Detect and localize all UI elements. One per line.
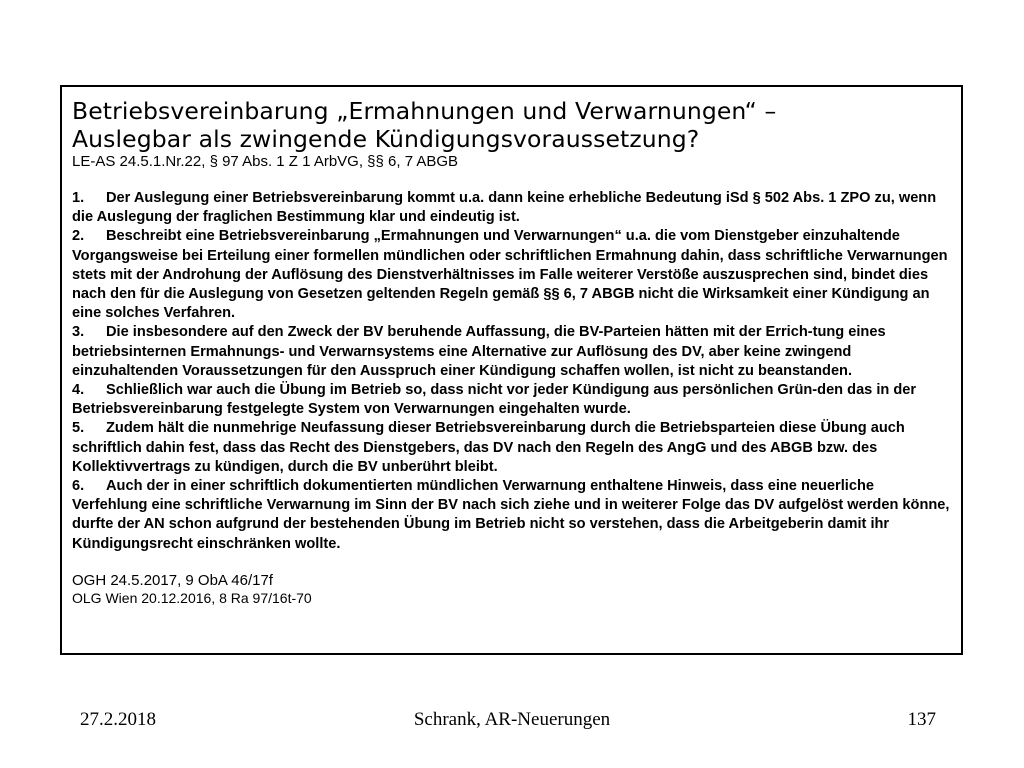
ruling-text: Zudem hält die nunmehrige Neufassung dieser Betriebsvereinbarung durch die Betriebsparteien diese Übung auch schriftlich dahin fest, dass das Recht des Dienstgebers, das DV nach den Regeln des AngG und des ABGB bzw. des Kollektivvertrags zu kündigen, durch die BV unberührt bleibt. — [72, 420, 905, 475]
citation-ogh: OGH 24.5.2017, 9 ObA 46/17f — [72, 571, 273, 589]
ruling-text: Beschreibt eine Betriebsvereinbarung „Ermahnungen und Verwarnungen“ u.a. die vom Dienstgeber einzuhaltende Vorgangsweise bei Erteilung einer formellen mündlichen oder schriftlichen Ermahnung dahin, dass schriftliche Verwarnungen stets mit der Androhung der Auflösung des Dienstverhältnisses im Falle weiterer Verstöße auszusprechen sind, bindet dies nach den für die Auslegung von Gesetzen geltenden Regeln gemäß §§ 6, 7 ABGB nicht die Wirksamkeit einer Kündigung an eine solches Verfahren. — [72, 228, 948, 322]
ruling-text: Die insbesondere auf den Zweck der BV beruhende Auffassung, die BV-Parteien hätten mit der Errich-tung eines betriebsinternen Ermahnungs- und Verwarnsystems eine Alternative zur Auflösung des DV, aber keine zwingend einzuhaltenden Voraussetzungen für den Ausspruch einer Kündigung schaffen wollen, ist nicht zu beanstanden. — [72, 324, 886, 379]
ruling-item-6 — [72, 477, 951, 554]
ruling-item-4 — [72, 381, 951, 419]
ruling-number: 4. — [72, 382, 85, 399]
ruling-item-2 — [72, 227, 951, 323]
ruling-list — [72, 189, 951, 554]
slide-title-line-2: Auslegbar als zwingende Kündigungsvoraussetzung? — [72, 125, 700, 153]
footer-author: Schrank, AR-Neuerungen — [413, 709, 611, 730]
slide-title-line-1: Betriebsvereinbarung „Ermahnungen und Verwarnungen“ – — [72, 97, 777, 125]
spacer — [72, 171, 951, 189]
footer-page-number: 137 — [907, 709, 936, 730]
ruling-number: 6. — [72, 478, 85, 495]
ruling-text: Schließlich war auch die Übung im Betrieb so, dass nicht vor jeder Kündigung aus persönlichen Grün-den das in der Betriebsvereinbarung festgelegte System von Verwarnungen eingehalten wurde. — [72, 382, 917, 418]
citations — [72, 572, 951, 607]
ruling-number: 2. — [72, 228, 85, 245]
ruling-text: Der Auslegung einer Betriebsvereinbarung kommt u.a. dann keine erhebliche Bedeutung iSd § 502 Abs. 1 ZPO zu, wenn die Auslegung der fraglichen Bestimmung klar und eindeutig ist. — [72, 190, 937, 226]
legal-reference: LE-AS 24.5.1.Nr.22, § 97 Abs. 1 Z 1 ArbVG, §§ 6, 7 ABGB — [72, 153, 459, 170]
ruling-text: Auch der in einer schriftlich dokumentierten mündlichen Verwarnung enthaltene Hinweis, dass eine neuerliche Verfehlung eine schriftliche Verwarnung im Sinn der BV nach sich ziehe und in weiterer Folge das DV aufgelöst werden könne, durfte der AN schon aufgrund der bestehenden Übung im Betrieb nicht so verstehen, dass die Arbeitgeberin damit ihr Kündigungsrecht einschränken wollte. — [72, 478, 950, 552]
ruling-item-1 — [72, 189, 951, 227]
ruling-item-3 — [72, 323, 951, 381]
ruling-number: 1. — [72, 190, 85, 206]
ruling-number: 3. — [72, 324, 85, 341]
ruling-number: 5. — [72, 420, 85, 437]
footer-date: 27.2.2018 — [80, 709, 156, 730]
citation-olg: OLG Wien 20.12.2016, 8 Ra 97/16t-70 — [72, 589, 312, 606]
ruling-item-5 — [72, 419, 951, 477]
content-box — [60, 85, 963, 655]
